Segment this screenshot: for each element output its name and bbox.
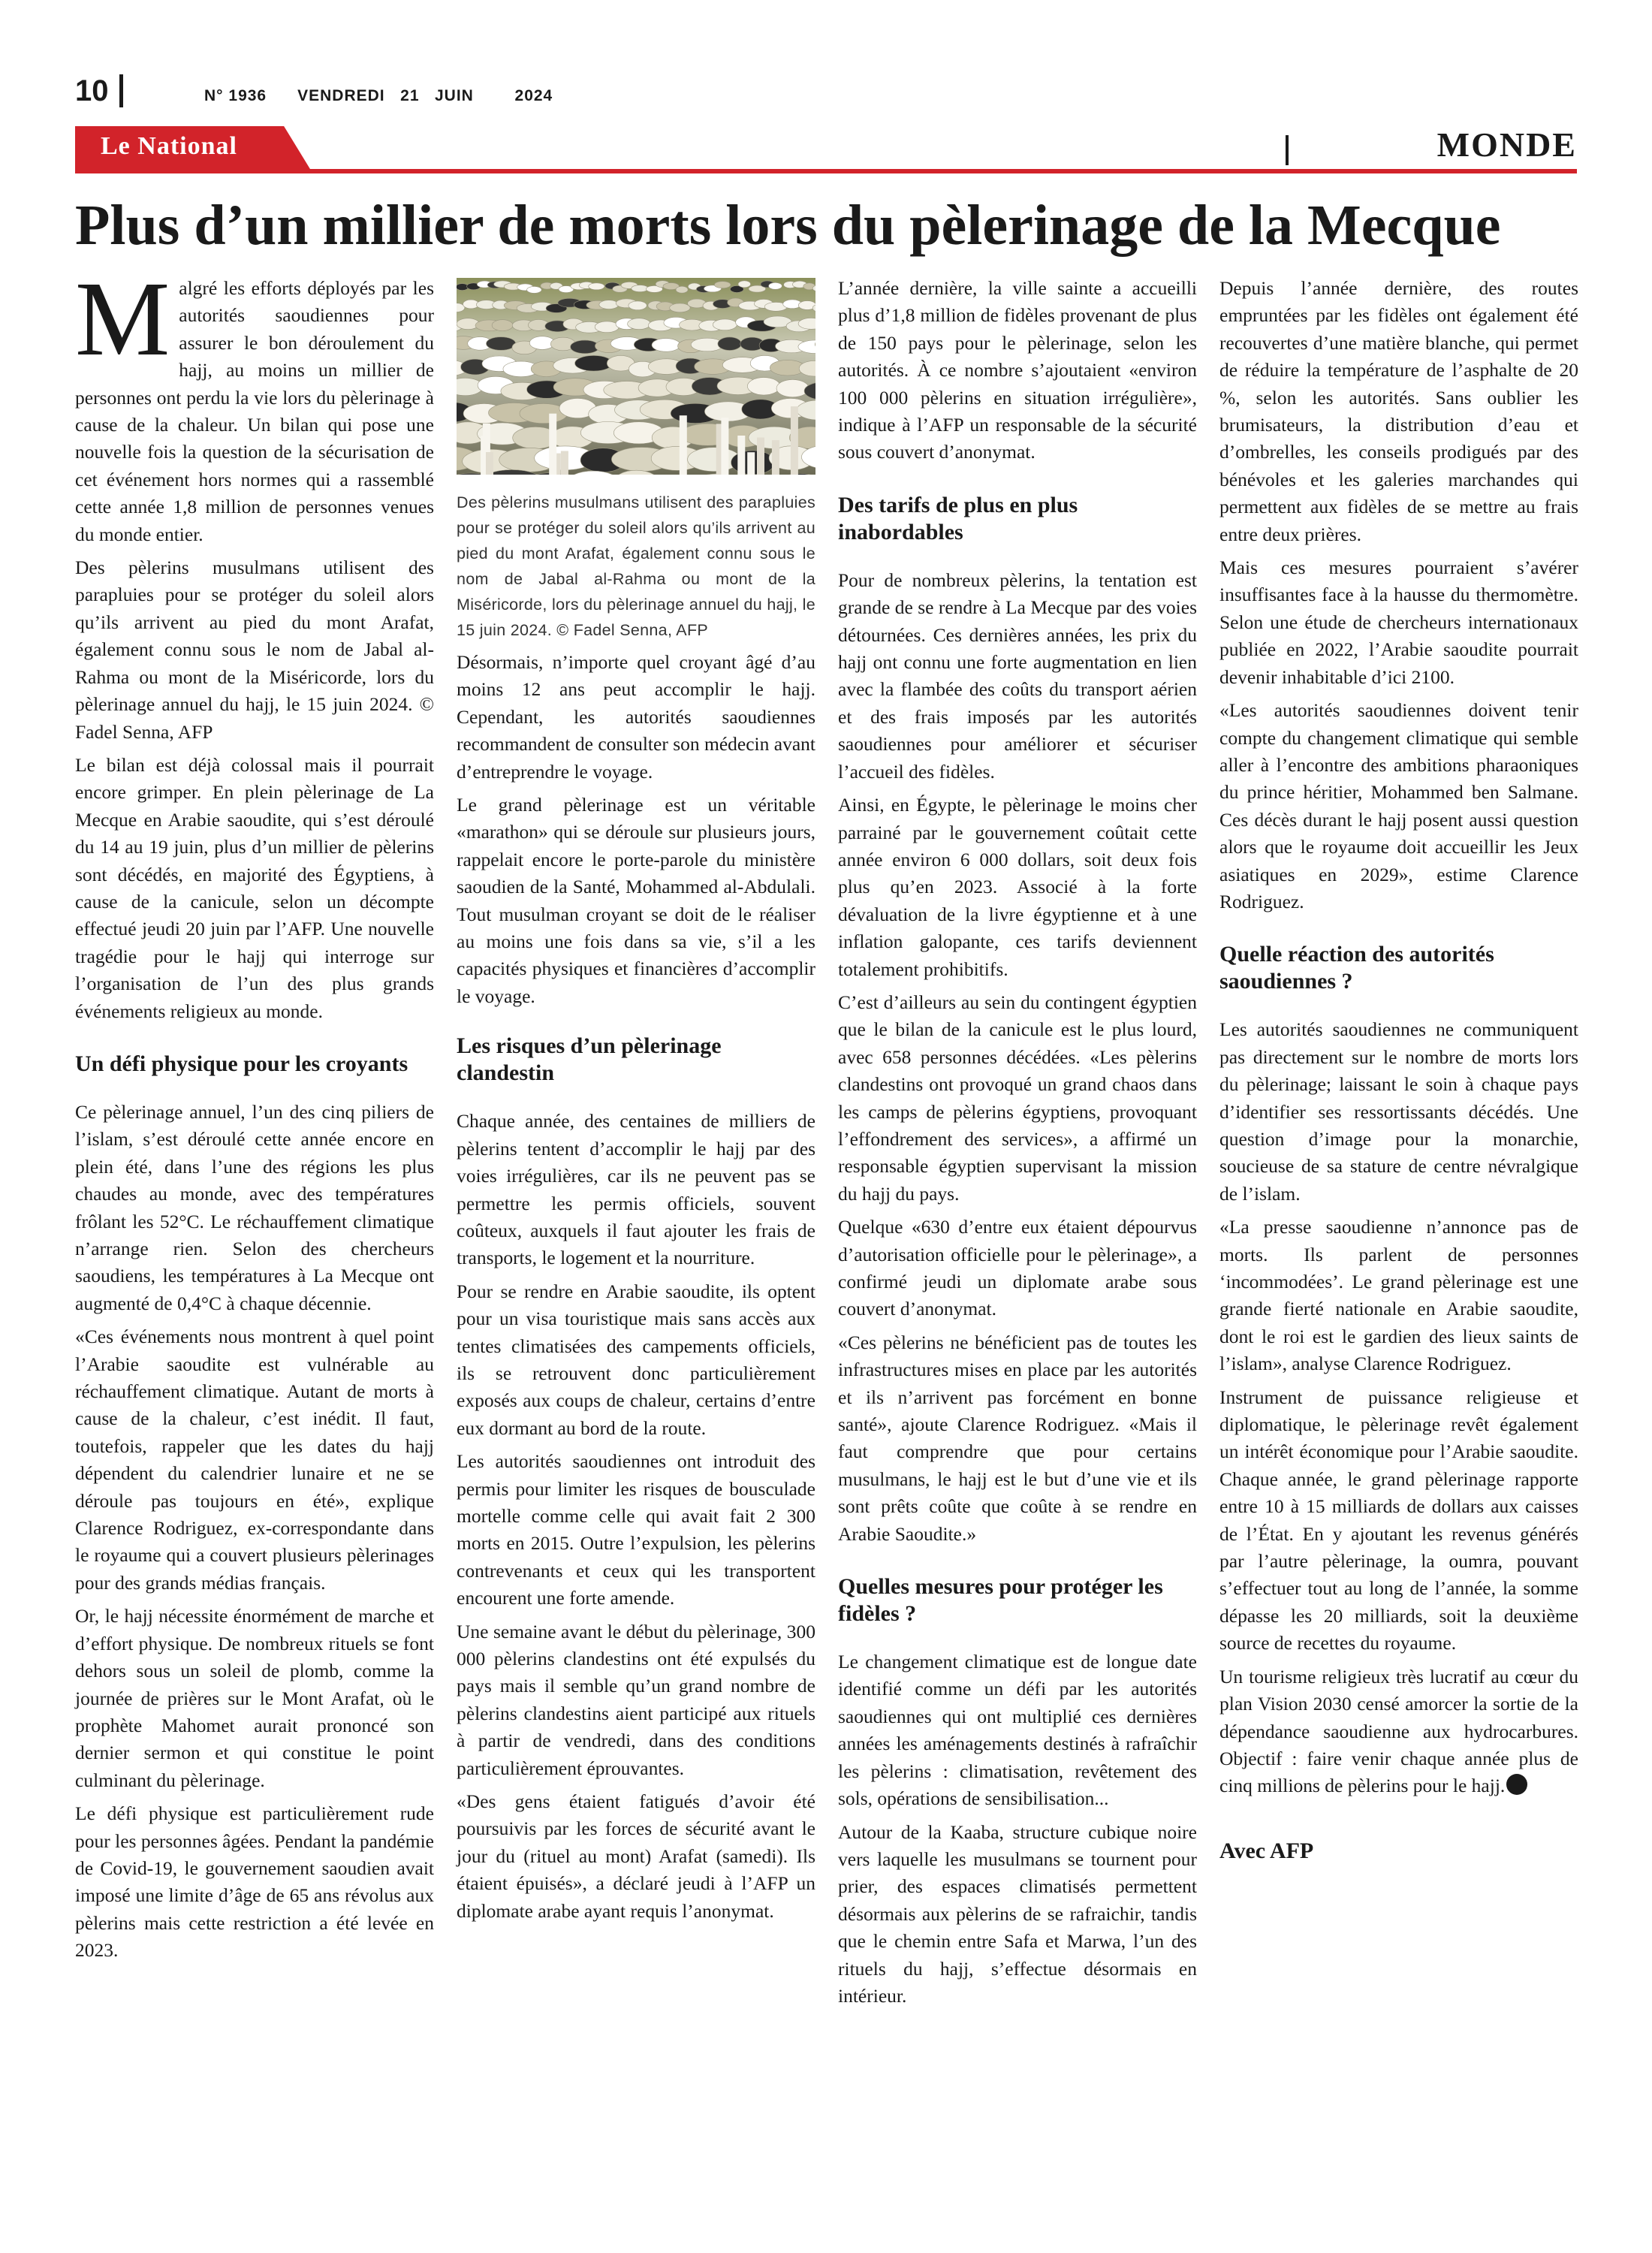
paragraph: Pour de nombreux pèlerins, la tentation est grande de se rendre à La Mecque par des voies détournées. Ces dernières années, les prix du hajj ont connu une forte augmentation en lien avec la flambée des coûts du transport aérien et des frais imposés par les autorités saoudiennes pour améliorer et sécuriser l’accueil des fidèles. (838, 569, 1197, 783)
paragraph: Autour de la Kaaba, structure cubique noire vers laquelle les musulmans se tournent pour prier, des espaces climatisés permettent désormais aux pèlerins de se rafraichir, tandis que le chemin entre Safa et Marwa, l’un des rituels du hajj, s’effectue désormais en intérieur. (838, 1820, 1197, 2007)
subheading: Des tarifs de plus en plus inabordables (838, 492, 1078, 544)
paragraph: Chaque année, des centaines de milliers de pèlerins tentent d’accomplir le hajj par des voies irrégulières, car ils ne peuvent pas se permettre les permis officiels, souvent coûteux, auxquels il faut ajouter les frais de transports, le logement et la nourriture. (457, 1110, 815, 1269)
dropcap: M (75, 259, 170, 378)
folio (75, 72, 123, 110)
paragraph: Le grand pèlerinage est un véritable «marathon» qui se déroule sur plusieurs jours, rappelait encore le porte-parole du ministère saoudien de la Santé, Mohammed al-Abdulali. Tout musulman croyant se doit de le réaliser au moins une fois dans sa vie, s’il a les capacités physiques et financières d’accomplir le voyage. (457, 794, 815, 1007)
paragraph: Les autorités saoudiennes ne communiquent pas directement sur le nombre de morts lors du pèlerinage; laissant le soin à chaque pays d’identifier ses ressortissants décédés. Une question d’image pour la monarchie, soucieuse de sa stature de centre névralgique de l’islam. (1219, 1018, 1578, 1205)
paragraph: «Les autorités saoudiennes doivent tenir compte du changement climatique qui semble aller à l’encontre des ambitions pharaoniques du prince héritier, Mohammed ben Salmane. Ces décès durant le hajj posent aussi question alors que le royaume doit accueillir les Jeux asiatiques en 2029», estime Clarence Rodriguez. (1219, 699, 1578, 912)
column-3 (838, 275, 1197, 2016)
subheading: Quelles mesures pour protéger les fidèles ? (838, 1574, 1163, 1627)
issue-info: N° 1936 VENDREDI 21 JUIN 2024 (204, 87, 553, 104)
brand-name: Le National (101, 132, 237, 160)
end-mark-icon (1506, 1774, 1527, 1795)
page-number: 10 (75, 74, 109, 107)
paragraph: Le bilan est déjà colossal mais il pourrait encore grimper. En plein pèlerinage de La Mecque en Arabie saoudite, qui s’est déroulé du 14 au 19 juin, plus d’un millier de pèlerins sont décédés, en majorité des Égyptiens, à cause de la canicule, selon un décompte effectué jeudi 20 juin par l’AFP. Une nouvelle tragédie pour le hajj qui interroge sur l’organisation de l’un des plus grands événements religieux au monde. (75, 753, 434, 1022)
paragraph: Une semaine avant le début du pèlerinage, 300 000 pèlerins clandestins ont été expulsés du pays mais il semble qu’un grand nombre de pèlerins clandestins aient participé aux rituels à partir de vendredi, dans des conditions particulièrement éprouvantes. (457, 1620, 815, 1779)
paragraph: «Ces pèlerins ne bénéficient pas de toutes les infrastructures mises en place par les autorités et ils n’arrivent pas forcément en bonne santé», ajoute Clarence Rodriguez. «Mais il faut comprendre que pour certains musulmans, le hajj est le but d’une vie et ils sont prêts coûte que coûte à se rendre en Arabie Saoudite.» (838, 1331, 1197, 1545)
paragraph: Ainsi, en Égypte, le pèlerinage le moins cher parrainé par le gouvernement coûtait cette année environ 6 000 dollars, soit deux fois plus qu’en 2023. Associé à la forte dévaluation de la livre égyptienne et à une inflation galopante, ces tarifs deviennent totalement prohibitifs. (838, 794, 1197, 980)
column-2 (457, 275, 815, 1931)
column-1 (75, 259, 434, 1971)
folio-divider (119, 74, 123, 107)
paragraph: Depuis l’année dernière, des routes empruntées par les fidèles ont également été recouvertes d’une matière blanche, qui permet de réduire la température de l’asphalte de 20 %, selon les autorités. Sans oublier les brumisateurs, la distribution d’eau et d’ombrelles, les conseils prodigués par des bénévoles et les galeries marchandes qui permettent aux fidèles de se mettre au frais entre deux prières. (1219, 277, 1578, 545)
paragraph: Pour se rendre en Arabie saoudite, ils optent pour un visa touristique mais sans accès aux tentes climatisées des campements officiels, ils se retrouvent donc particulièrement exposés aux coups de chaleur, certains d’entre eux dormant au bord de la route. (457, 1280, 815, 1439)
subheading: Les risques d’un pèlerinage clandestin (457, 1033, 722, 1086)
column-4 (1219, 275, 1578, 1871)
pilgrims-umbrellas-photo (457, 278, 815, 475)
article-headline: Plus d’un millier de morts lors du pèlerinage de la Mecque (75, 194, 1501, 257)
section-label: MONDE (1436, 125, 1577, 164)
paragraph: Des pèlerins musulmans utilisent des parapluies pour se protéger du soleil alors qu’ils arrivent au pied du mont Arafat, également connu sous le nom de Jabal al-Rahma ou mont de la Miséricorde, lors du pèlerinage annuel du hajj, le 15 juin 2024. © Fadel Senna, AFP (75, 556, 434, 743)
paragraph: Le défi physique est particulièrement rude pour les personnes âgées. Pendant la pandémie de Covid-19, le gouvernement saoudien avait imposé une limite d’âge de 65 ans révolus aux pèlerins mais cette restriction a été levée en 2023. (75, 1802, 434, 1962)
paragraph: «La presse saoudienne n’annonce pas de morts. Ils parlent de personnes ‘incommodées’. Le grand pèlerinage est une grande fierté nationale en Arabie saoudite, dont le roi est le gardien des lieux saints de l’islam», analyse Clarence Rodriguez. (1219, 1216, 1578, 1375)
paragraph: Ce pèlerinage annuel, l’un des cinq piliers de l’islam, s’est déroulé cette année encore en plein été, dans l’une des régions les plus chaudes au monde, avec des températures frôlant les 52°C. Le réchauffement climatique n’arrange rien. Selon des chercheurs saoudiens, les températures à La Mecque ont augmenté de 0,4°C à chaque décennie. (75, 1100, 434, 1314)
article-credit: Avec AFP (1219, 1838, 1314, 1863)
header-rule (75, 169, 1577, 173)
subheading: Quelle réaction des autorités saoudiennes ? (1219, 942, 1494, 994)
photo-caption: Des pèlerins musulmans utilisent des parapluies pour se protéger du soleil alors qu’ils arrivent au pied du mont Arafat, également connu sous le nom de Jabal al-Rahma ou mont de la Miséricorde, lors du pèlerinage annuel du hajj, le 15 juin 2024. © Fadel Senna, AFP (457, 493, 815, 639)
paragraph: Les autorités saoudiennes ont introduit des permis pour limiter les risques de bousculade mortelle comme celle qui avait fait 2 300 morts en 2015. Outre l’expulsion, les pèlerins contrevenants et ceux qui les transportent encourent une forte amende. (457, 1450, 815, 1609)
subheading: Un défi physique pour les croyants (75, 1051, 408, 1076)
paragraph: «Des gens étaient fatigués d’avoir été poursuivis par les forces de sécurité avant le jour du (rituel au mont) Arafat (samedi). Ils étaient épuisés», a déclaré jeudi à l’AFP un diplomate arabe ayant requis l’anonymat. (457, 1790, 815, 1922)
paragraph: Mais ces mesures pourraient s’avérer insuffisantes face à la hausse du thermomètre. Selon une étude de chercheurs internationaux publiée en 2022, l’Arabie saoudite pourrait devenir inhabitable d’ici 2100. (1219, 556, 1578, 688)
last-paragraph: Un tourisme religieux très lucratif au cœur du plan Vision 2030 censé amorcer la sortie de la dépendance saoudienne aux hydrocarbures. Objectif : faire venir chaque année plus de cinq millions de pèlerins pour le hajj. (1219, 1665, 1578, 1797)
paragraph: Quelque «630 d’entre eux étaient dépourvus d’autorisation officielle pour le pèlerinage», a confirmé jeudi un diplomate arabe sous couvert d’anonymat. (838, 1216, 1197, 1320)
intro-paragraph: Malgré les efforts déployés par les autorités saoudiennes pour assurer le bon déroulement du hajj, au moins un millier de personnes ont perdu la vie lors du pèlerinage à cause de la chaleur. Un bilan qui pose une nouvelle fois la question de la sécurisation de cet événement hors normes qui a rassemblé cette année 1,8 million de personnes venues du monde entier. (75, 259, 434, 545)
section-divider (1286, 135, 1289, 165)
paragraph: C’est d’ailleurs au sein du contingent égyptien que le bilan de la canicule est le plus lourd, avec 658 personnes décédées. «Les pèlerins clandestins ont provoqué un grand chaos dans les camps de pèlerins égyptiens, provoquant l’effondrement des services», a affirmé un responsable égyptien supervisant la mission du hajj du pays. (838, 991, 1197, 1205)
paragraph: Le changement climatique est de longue date identifié comme un défi par les autorités saoudiennes qui ont multiplié ces dernières années les aménagements destinés à rafraîchir les pèlerins : climatisation, revêtement des sols, opérations de sensibilisation... (838, 1651, 1197, 1810)
paragraph: Instrument de puissance religieuse et diplomatique, le pèlerinage revêt également un intérêt économique pour l’Arabie saoudite. Chaque année, le grand pèlerinage rapporte entre 10 à 15 milliards de dollars aux caisses de l’État. En y ajoutant les revenus générés par l’autre pèlerinage, la oumra, pouvant s’effectuer tout au long de l’année, la somme dépasse les 20 milliards, soit la deuxième source de recettes du royaume. (1219, 1386, 1578, 1654)
paragraph: Désormais, n’importe quel croyant âgé d’au moins 12 ans peut accomplir le hajj. Cependant, les autorités saoudiennes recommandent de consulter son médecin avant d’entreprendre le voyage. (457, 651, 815, 783)
paragraph: «Ces événements nous montrent à quel point l’Arabie saoudite est vulnérable au réchauffement climatique. Autant de morts à cause de la chaleur, c’est inédit. Il faut, toutefois, rappeler que les dates du hajj dépendent du calendrier lunaire et ne se déroule pas toujours en été», explique Clarence Rodriguez, ex-correspondante dans le royaume qui a couvert plusieurs pèlerinages pour des grands médias français. (75, 1326, 434, 1594)
paragraph: Or, le hajj nécessite énormément de marche et d’effort physique. De nombreux rituels se font dehors sous un soleil de plomb, comme la journée de prières sur le Mont Arafat, où le prophète Mahomet aurait prononcé son dernier sermon et qui constitue le point culminant du pèlerinage. (75, 1605, 434, 1791)
paragraph: L’année dernière, la ville sainte a accueilli plus d’1,8 million de fidèles provenant de plus de 150 pays pour le pèlerinage, selon les autorités. À ce nombre s’ajoutaient «environ 100 000 pèlerins en situation irrégulière», indique à l’AFP un responsable de la sécurité sous couvert d’anonymat. (838, 277, 1197, 463)
